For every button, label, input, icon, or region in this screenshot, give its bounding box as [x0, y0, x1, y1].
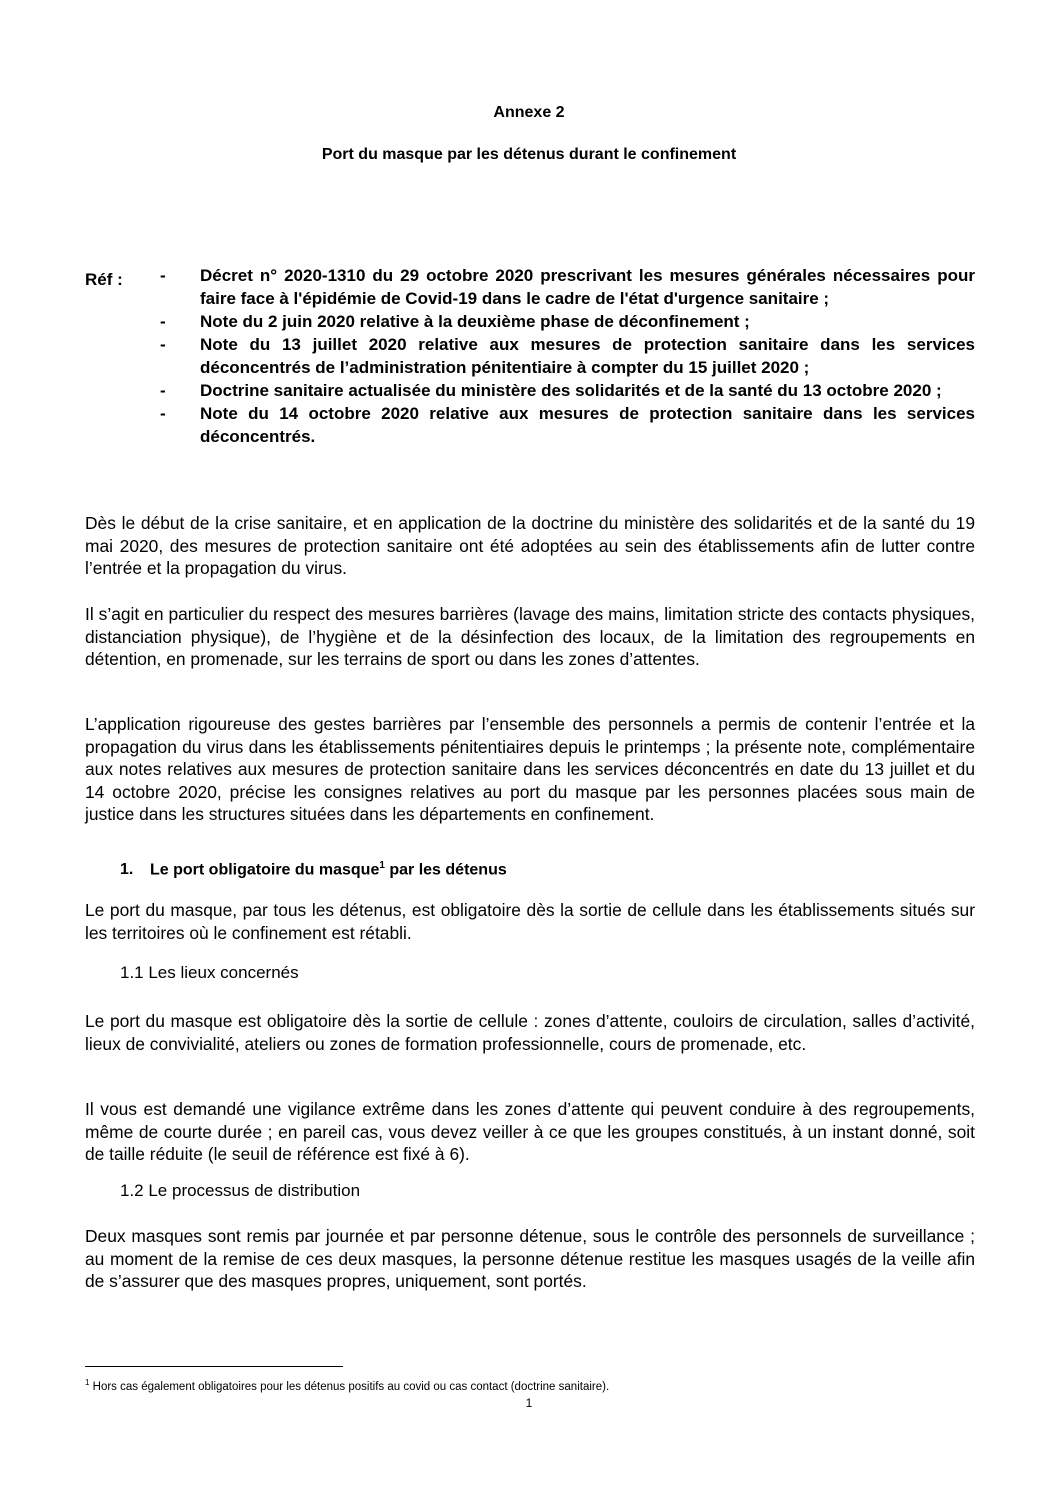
paragraph-locations: Le port du masque est obligatoire dès la sortie de cellule : zones d’attente, couloirs de circulation, salles d’activité, lieux de convivialité, ateliers ou zones de formation professionnelle, cours de promenade, etc. [85, 1011, 975, 1054]
paragraph-mandatory-mask: Le port du masque, par tous les détenus, est obligatoire dès la sortie de cellule dans les établissements situés sur les territoires où le confinement est rétabli. [85, 900, 975, 943]
paragraph-vigilance: Il vous est demandé une vigilance extrême dans les zones d’attente qui peuvent conduire à des regroupements, même de courte durée ; en pareil cas, vous devez veiller à ce que les groupes constitués, à un instant donné, soit de taille réduite (le seuil de référence est fixé à 6). [85, 1099, 975, 1164]
section-heading-1-1: 1.1 Les lieux concernés [120, 963, 299, 982]
reference-item: - Décret n° 2020-1310 du 29 octobre 2020 prescrivant les mesures générales nécessaires pour faire face à l'épidémie de Covid-19 dans le cadre de l'état d'urgence sanitaire ; [160, 264, 975, 310]
paragraph-barrier-measures: Il s’agit en particulier du respect des mesures barrières (lavage des mains, limitation stricte des contacts physiques, distanciation physique), de l’hygiène et de la désinfection des locaux, de la limitation des regroupements en détention, en promenade, sur les terrains de sport ou dans les zones d’attentes. [85, 604, 975, 669]
section-title-part: Le port obligatoire du masque [150, 861, 380, 879]
section-number: 1. [120, 861, 134, 879]
footnote [85, 1378, 609, 1393]
section-heading-1-2: 1.2 Le processus de distribution [120, 1181, 361, 1200]
footnote-separator [85, 1366, 343, 1367]
paragraph-intro: Dès le début de la crise sanitaire, et en application de la doctrine du ministère des solidarités et de la santé du 19 mai 2020, des mesures de protection sanitaire ont été adoptées au sein des établissements afin de lutter contre l’entrée et la propagation du virus. [85, 513, 975, 578]
annex-title: Annexe 2 [493, 104, 565, 121]
references-list [160, 264, 975, 448]
section-heading-1 [120, 860, 507, 879]
footnote-marker: 1 [85, 1378, 90, 1387]
paragraph-distribution: Deux masques sont remis par journée et par personne détenue, sous le contrôle des personnels de surveillance ; au moment de la remise de ces deux masques, la personne détenue restitue les masques usagés de la veille afin de s’assurer que des masques propres, uniquement, sont portés. [85, 1226, 975, 1291]
paragraph-application: L’application rigoureuse des gestes barrières par l’ensemble des personnels a permis de contenir l’entrée et la propagation du virus dans les établissements pénitentiaires depuis le printemps ; la présente note, complémentaire aux notes relatives aux mesures de protection sanitaire dans les services déconcentrés en date du 13 juillet et du 14 octobre 2020, précise les consignes relatives au port du masque par les personnes placées sous main de justice dans les structures situées dans les départements en confinement. [85, 714, 975, 824]
reference-item: - Note du 13 juillet 2020 relative aux mesures de protection sanitaire dans les services déconcentrés de l’administration pénitentiaire à compter du 15 juillet 2020 ; [160, 333, 975, 379]
reference-item: - Doctrine sanitaire actualisée du ministère des solidarités et de la santé du 13 octobre 2020 ; [160, 379, 975, 402]
footnote-reference: 1 [379, 860, 385, 871]
document-subtitle: Port du masque par les détenus durant le confinement [321, 146, 737, 163]
section-title-part: par les détenus [384, 861, 507, 879]
reference-item: - Note du 14 octobre 2020 relative aux mesures de protection sanitaire dans les services déconcentrés. [160, 402, 975, 448]
references-label: Réf : [85, 270, 123, 289]
footnote-text: Hors cas également obligatoires pour les détenus positifs au covid ou cas contact (doctrine sanitaire). [89, 1380, 610, 1393]
page-number: 1 [525, 1396, 533, 1410]
reference-item: - Note du 2 juin 2020 relative à la deuxième phase de déconfinement ; [160, 310, 975, 333]
